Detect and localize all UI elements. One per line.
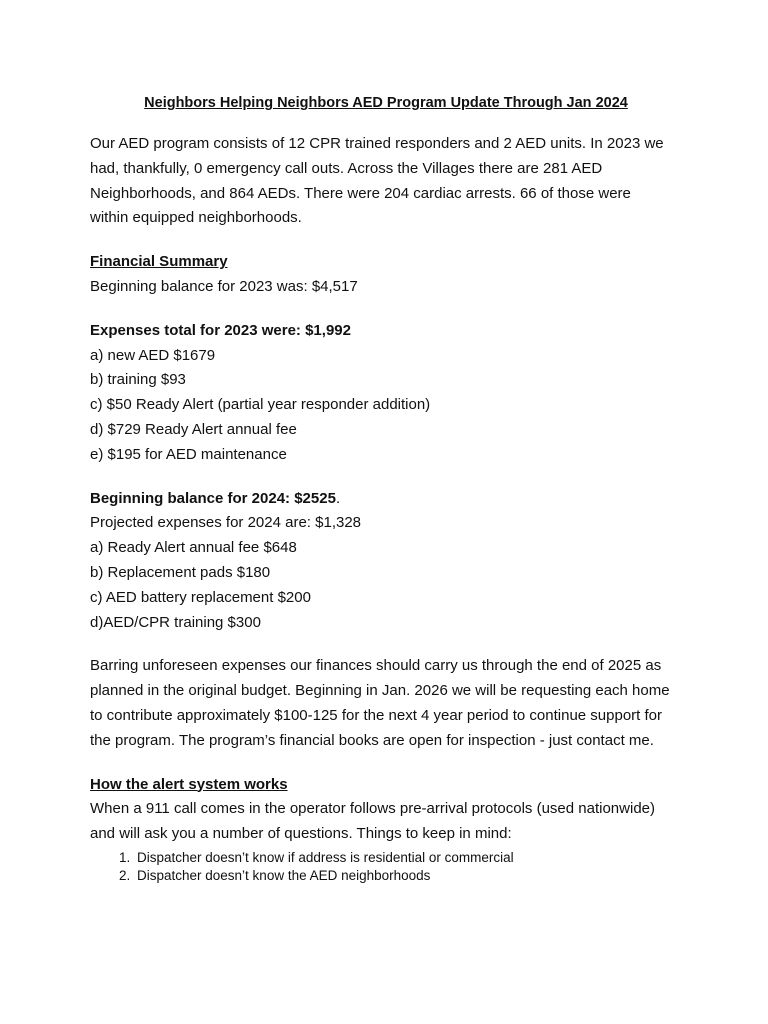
outlook-paragraph (90, 654, 682, 753)
expenses-2023-section (90, 319, 682, 468)
alert-system-heading: How the alert system works (90, 775, 288, 793)
expense-item: d) $729 Ready Alert annual fee (90, 420, 297, 438)
spacer (90, 754, 682, 773)
outlook-line: to contribute approximately $100-125 for the next 4 year period to continue support for (90, 706, 663, 724)
outlook-line: Barring unforeseen expenses our finances should carry us through the end of 2025 as (90, 657, 662, 675)
expense-item: e) $195 for AED maintenance (90, 445, 287, 463)
spacer (90, 635, 682, 654)
projected-item: d)AED/CPR training $300 (90, 613, 261, 631)
alert-system-line: When a 911 call comes in the operator follows pre-arrival protocols (used nationwide) (90, 800, 655, 818)
balance-2024-heading: Beginning balance for 2024: $2525 (90, 489, 336, 507)
intro-line: Neighborhoods, and 864 AEDs. There were 204 cardiac arrests. 66 of those were (90, 184, 631, 202)
projected-expenses-2024: Projected expenses for 2024 are: $1,328 (90, 514, 362, 532)
alert-points-list (90, 849, 682, 885)
outlook-line: planned in the original budget. Beginning in Jan. 2026 we will be requesting each home (90, 682, 670, 700)
list-item: 1. Dispatcher doesn’t know if address is residential or commercial (134, 849, 682, 867)
spacer (90, 300, 682, 319)
financial-summary-section (90, 250, 682, 300)
beginning-balance-2023: Beginning balance for 2023 was: $4,517 (90, 277, 358, 295)
intro-line: Our AED program consists of 12 CPR trained responders and 2 AED units. In 2023 we (90, 135, 664, 152)
expense-item: a) new AED $1679 (90, 346, 216, 364)
spacer (90, 468, 682, 487)
intro-line: had, thankfully, 0 emergency call outs. Across the Villages there are 281 AED (90, 159, 603, 177)
intro-line: within equipped neighborhoods. (90, 209, 302, 227)
alert-system-line: and will ask you a number of questions. Things to keep in mind: (90, 825, 512, 843)
heading-period: . (335, 489, 341, 507)
expenses-2023-heading: Expenses total for 2023 were: $1,992 (90, 321, 351, 339)
balance-2024-section (90, 487, 682, 636)
expense-item: c) $50 Ready Alert (partial year responder addition) (90, 396, 431, 414)
projected-item: c) AED battery replacement $200 (90, 588, 311, 606)
list-item: 2. Dispatcher doesn’t know the AED neighborhoods (134, 867, 682, 885)
alert-system-section (90, 773, 682, 885)
outlook-line: the program. The program’s financial books are open for inspection - just contact me. (90, 731, 654, 749)
document-title: Neighbors Helping Neighbors AED Program Update Through Jan 2024 (144, 95, 628, 111)
intro-paragraph (90, 132, 682, 231)
projected-item: a) Ready Alert annual fee $648 (90, 539, 297, 557)
financial-summary-heading: Financial Summary (90, 253, 228, 271)
balance-2024-heading-line (90, 487, 682, 512)
spacer (90, 231, 682, 250)
expense-item: b) training $93 (90, 371, 186, 389)
projected-item: b) Replacement pads $180 (90, 563, 271, 581)
